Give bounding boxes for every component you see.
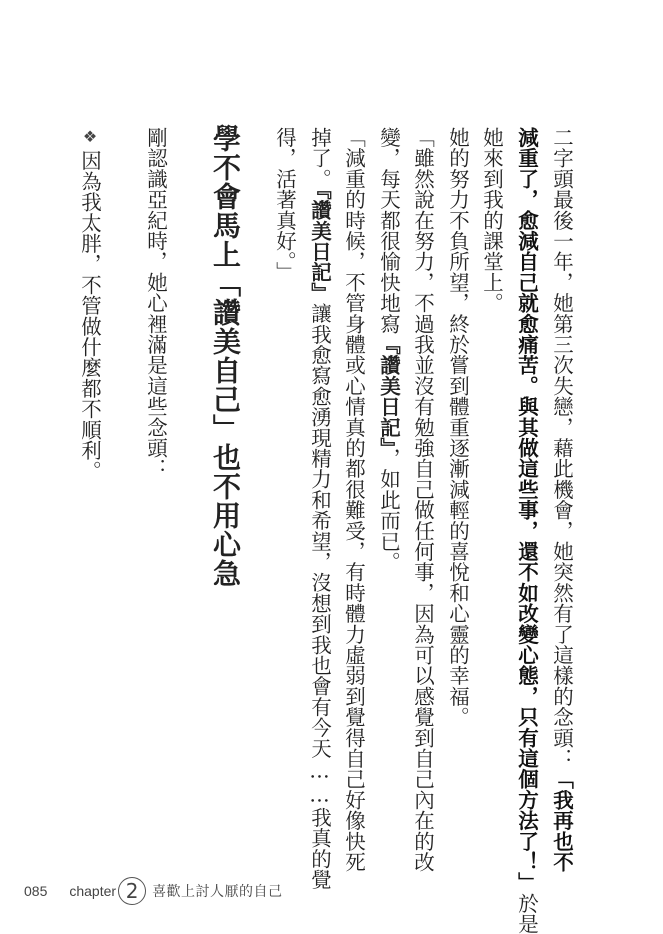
emphasis-quote: 減重了，愈減自己就愈痛苦。與其做這些事，還不如改變心態，只有這個方法了！」 (514, 127, 539, 893)
quote-text: 讓我愈寫愈湧現精力和希望，沒想到我也會有今天……我真的覺 (307, 303, 332, 890)
body-column-5 (412, 127, 433, 872)
body-text: 她來到我的課堂上。 (479, 127, 504, 314)
chapter-label: chapter (69, 883, 117, 899)
section-heading: 學不會馬上「讚美自己」也不用心急 (209, 124, 242, 588)
bullet-item (79, 127, 100, 481)
body-column-2 (516, 127, 537, 934)
quote-text: 得，活著真好。」 (272, 127, 297, 283)
four-diamond-bullet-icon: ❖ (80, 127, 100, 147)
body-column-10 (145, 127, 166, 479)
body-column-4 (447, 127, 468, 727)
emphasis-quote: 「我再也不 (549, 768, 574, 873)
page-footer (24, 876, 283, 906)
quote-text: 「減重的時候，不管身體或心情真的都很難受，有時體力虛弱到覺得自己好像快死 (341, 127, 366, 873)
quote-text: 變，每天都很愉快地寫 (376, 127, 401, 334)
quote-text: 「雖然說在努力，不過我並沒有勉強自己做任何事，因為可以感覺到自己內在的改 (410, 127, 435, 873)
body-column-7 (343, 127, 364, 872)
body-text: 於是 (514, 892, 539, 934)
body-text: 她的努力不負所望，終於嘗到體重逐漸減輕的喜悅和心靈的幸福。 (445, 127, 470, 728)
quote-text: 掉了。 (307, 127, 332, 190)
body-column-3 (481, 127, 502, 313)
diary-title: 『讚美日記』 (376, 334, 401, 448)
body-text: 剛認識亞紀時，她心裡滿是這些念頭： (143, 127, 168, 479)
body-column-6 (378, 127, 399, 572)
quote-text: ，如此而已。 (376, 447, 401, 573)
diary-title: 『讚美日記』 (307, 189, 332, 304)
body-column-1 (551, 127, 572, 872)
body-text: 二字頭最後一年，她第三次失戀，藉此機會，她突然有了這樣的念頭： (549, 127, 574, 769)
body-column-9 (274, 127, 295, 282)
page-number: 085 (24, 883, 48, 899)
bullet-text: 因為我太胖，不管做什麼都不順利。 (77, 150, 102, 482)
chapter-title: 喜歡上討人厭的自己 (152, 884, 283, 900)
chapter-number-badge: 2 (118, 877, 146, 905)
body-column-8 (309, 127, 330, 890)
